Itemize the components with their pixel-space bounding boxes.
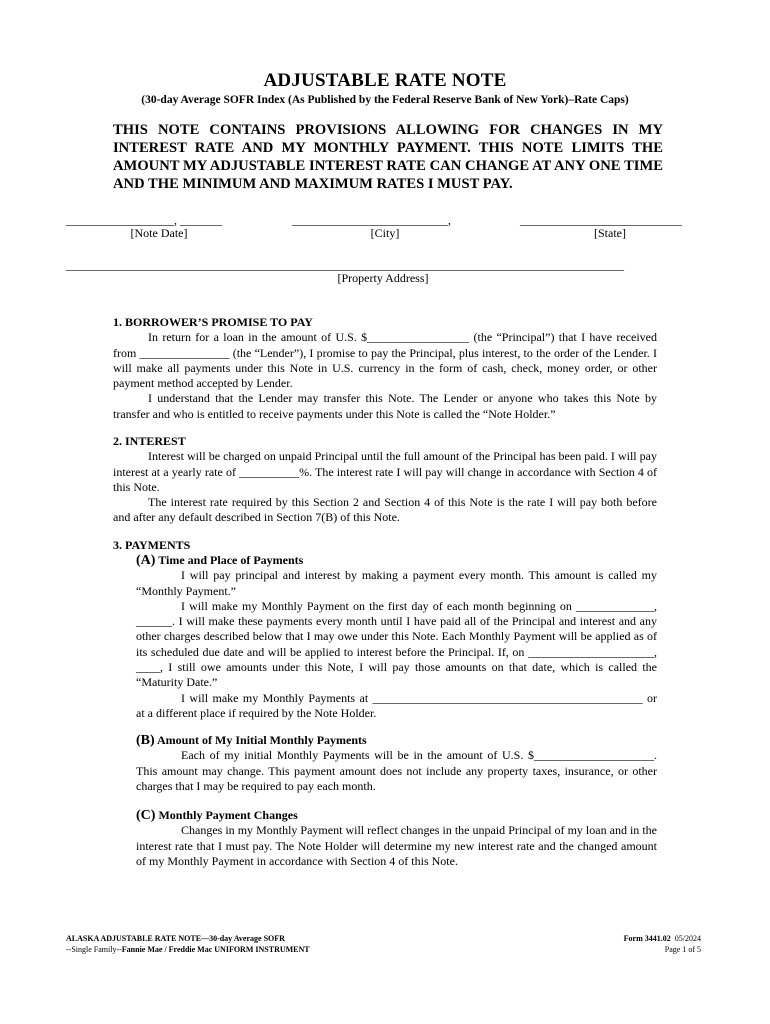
section-3b-title: Amount of My Initial Monthly Payments <box>157 733 367 747</box>
state-field[interactable]: ___________________________ <box>520 213 682 227</box>
footer-form-id <box>560 933 701 944</box>
section-3c-heading <box>136 808 657 823</box>
footer-left <box>66 933 310 955</box>
section-2 <box>113 434 657 526</box>
footer-instrument <box>66 944 310 955</box>
section-3a-letter: (A) <box>136 553 156 568</box>
section-3a-paragraph-2: I will make my Monthly Payment on the first day of each month beginning on _____________, ______. I will make these payments every month until I have paid all of the Principal and interest and any other charges described below that I may owe under this Note. Each Monthly Payment will be applied as of its scheduled due date and will be applied to interest before the Principal. If, on _____________________, ____, I still owe amounts under this Note, I will pay those amounts on that date, which is called the “Maturity Date.” <box>136 598 657 690</box>
section-2-heading: 2. INTEREST <box>113 434 186 448</box>
section-3b-heading <box>136 733 657 748</box>
section-1-paragraph-1: In return for a loan in the amount of U.S. $_________________ (the “Principal”) that I have received from _______________ (the “Lender”), I promise to pay the Principal, plus interest, to the order of the Lender. I will make all payments under this Note in U.S. currency in the form of cash, check, money order, or other payment method accepted by Lender. <box>113 330 657 391</box>
footer-single-family: --Single Family-- <box>66 945 122 954</box>
property-address-field[interactable]: _____________________________________________________________________________________________ <box>66 258 624 272</box>
property-address-label: [Property Address] <box>337 271 429 285</box>
section-3a-paragraph-3: I will make my Monthly Payments at _____________________________________________ or at a different place if required by the Note Holder. <box>136 690 657 720</box>
footer-page-number: Page 1 of 5 <box>664 945 701 954</box>
document-title: ADJUSTABLE RATE NOTE <box>263 70 507 91</box>
city-field[interactable]: __________________________, <box>292 213 451 227</box>
document-subtitle: (30-day Average SOFR Index (As Published by the Federal Reserve Bank of New York)–Rate Caps) <box>141 94 629 106</box>
note-date-label: [Note Date] <box>130 226 188 240</box>
section-3a-paragraph-1: I will pay principal and interest by making a payment every month. This amount is called my “Monthly Payment.” <box>136 568 657 598</box>
state-label: [State] <box>594 226 626 240</box>
note-date-field[interactable]: __________________, _______ <box>66 213 222 227</box>
section-1-heading: 1. BORROWER’S PROMISE TO PAY <box>113 315 313 329</box>
section-3c <box>136 808 657 869</box>
footer-uniform-instrument: Fannie Mae / Freddie Mac UNIFORM INSTRUMENT <box>121 945 310 954</box>
section-3-heading: 3. PAYMENTS <box>113 538 191 552</box>
section-3b-paragraph-1: Each of my initial Monthly Payments will be in the amount of U.S. $____________________. This amount may change. This payment amount does not include any property taxes, insurance, or other charges that I may be required to pay each month. <box>136 748 657 793</box>
section-3c-title: Monthly Payment Changes <box>158 808 298 822</box>
section-3a-title: Time and Place of Payments <box>158 553 304 567</box>
section-1-paragraph-2: I understand that the Lender may transfer this Note. The Lender or anyone who takes this Note by transfer and who is entitled to receive payments under this Note is called the “Note Holder.” <box>113 391 657 421</box>
footer-form-date: 05/2024 <box>674 934 701 943</box>
notice-warning: THIS NOTE CONTAINS PROVISIONS ALLOWING FOR CHANGES IN MY INTEREST RATE AND MY MONTHLY PAYMENT. THIS NOTE LIMITS THE AMOUNT MY ADJUSTABLE INTEREST RATE CAN CHANGE AT ANY ONE TIME AND THE MINIMUM AND MAXIMUM RATES I MUST PAY. <box>113 122 663 192</box>
section-3c-paragraph-1: Changes in my Monthly Payment will reflect changes in the unpaid Principal of my loan and in the interest rate that I must pay. The Note Holder will determine my new interest rate and the changed amount of my Monthly Payment in accordance with Section 4 of this Note. <box>136 823 657 868</box>
footer-form-title: ALASKA ADJUSTABLE RATE NOTE—30-day Average SOFR <box>66 934 285 943</box>
section-3b <box>136 733 657 794</box>
section-1 <box>113 315 657 422</box>
footer-right <box>560 933 701 955</box>
section-2-paragraph-1: Interest will be charged on unpaid Principal until the full amount of the Principal has been paid. I will pay interest at a yearly rate of __________%. The interest rate I will pay will change in accordance with Section 4 of this Note. <box>113 449 657 494</box>
section-3a-heading <box>136 553 657 568</box>
city-label: [City] <box>370 226 400 240</box>
section-3c-letter: (C) <box>136 808 156 823</box>
section-2-paragraph-2: The interest rate required by this Section 2 and Section 4 of this Note is the rate I will pay both before and after any default described in Section 7(B) of this Note. <box>113 495 657 525</box>
section-3b-letter: (B) <box>136 733 155 748</box>
section-3a <box>136 553 657 721</box>
footer-form-number: Form 3441.02 <box>623 934 671 943</box>
